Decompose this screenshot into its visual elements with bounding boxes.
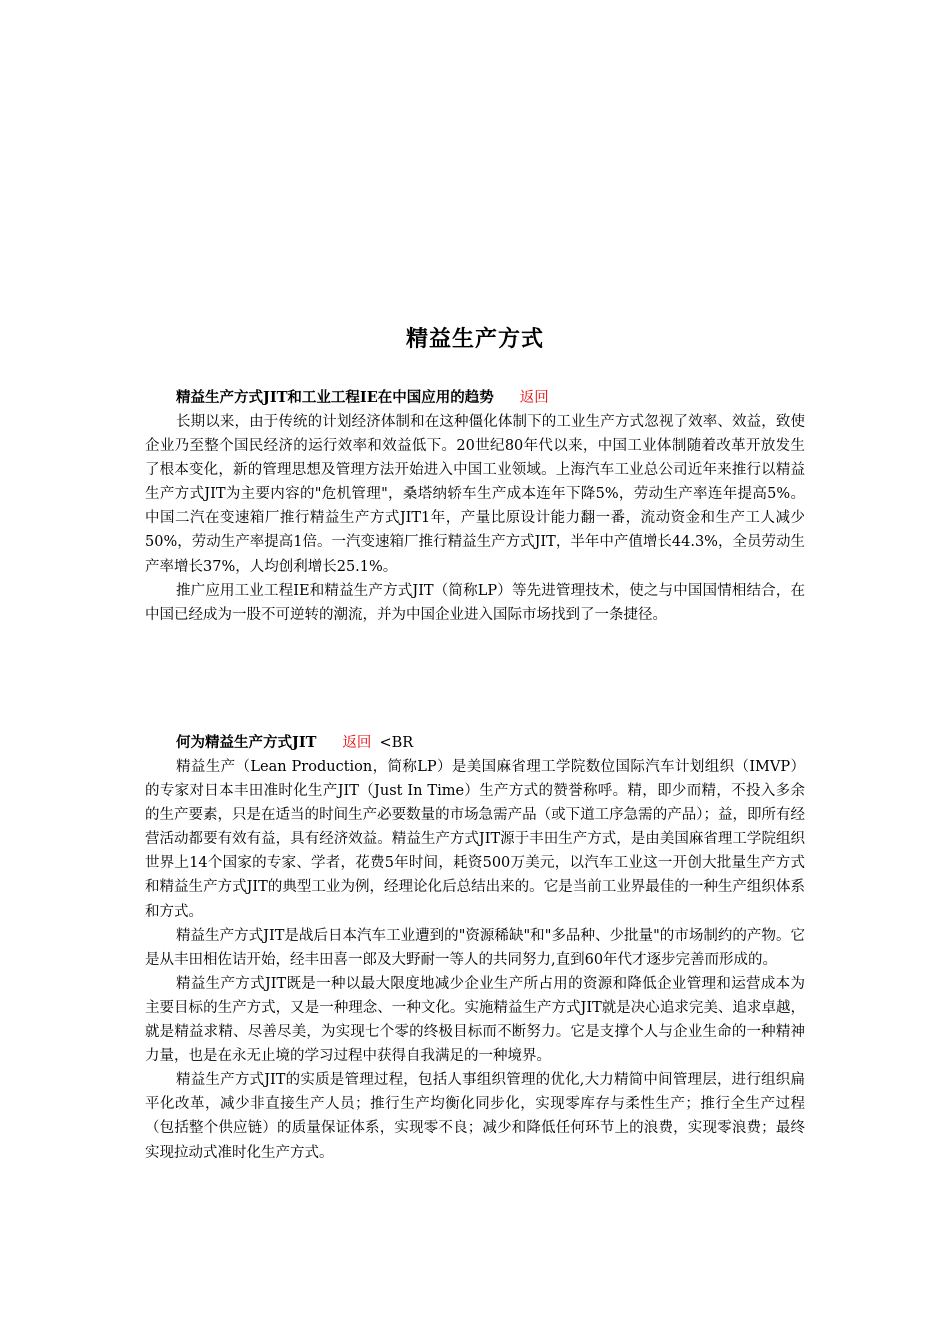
back-link[interactable]: 返回 (519, 390, 549, 406)
paragraph: 精益生产方式JIT既是一种以最大限度地减少企业生产所占用的资源和降低企业管理和运营成本为主要目标的生产方式，又是一种理念、一种文化。实施精益生产方式JIT就是决心追求完美、追求卓越，就是精益求精、尽善尽美，为实现七个零的终极目标而不断努力。它是支撑个人与企业生命的一种精神力量，也是在永无止境的学习过程中获得自我满足的一种境界。 (145, 975, 805, 1065)
page-title: 精益生产方式 (405, 326, 544, 352)
section-what-is-jit (145, 731, 805, 1165)
section-heading (145, 386, 805, 410)
paragraph: 精益生产方式JIT的实质是管理过程，包括人事组织管理的优化,大力精简中间管理层，进行组织扁平化改革，减少非直接生产人员；推行生产均衡化同步化，实现零库存与柔性生产；推行全生产过程（包括整个供应链）的质量保证体系，实现零不良；减少和降低任何环节上的浪费，实现零浪费；最终实现拉动式准时化生产方式。 (145, 1072, 805, 1161)
back-link[interactable]: 返回 (342, 735, 372, 751)
stray-br-tag-text: <BR (379, 735, 414, 751)
paragraph: 精益生产（Lean Production，简称LP）是美国麻省理工学院数位国际汽车计划组织（IMVP）的专家对日本丰田准时化生产JIT（Just In Time）生产方式的赞誉称呼。精，即少而精，不投入多余的生产要素，只是在适当的时间生产必要数量的市场急需产品（或下道工序急需的产品）；益，即所有经营活动都要有效有益，具有经济效益。精益生产方式JIT源于丰田生产方式，是由美国麻省理工学院组织世界上14个国家的专家、学者，花费5年时间，耗资500万美元，以汽车工业这一开创大批量生产方式和精益生产方式JIT的典型工业为例，经理论化后总结出来的。它是当前工业界最佳的一种生产组织体系和方式。 (145, 759, 805, 920)
section-jit-ie-trend (145, 386, 805, 627)
paragraph: 精益生产方式JIT是战后日本汽车工业遭到的"资源稀缺"和"多品种、少批量"的市场制约的产物。它是从丰田相佐诘开始，经丰田喜一郎及大野耐一等人的共同努力,直到60年代才逐步完善而形成的。 (145, 927, 805, 968)
section-heading (145, 731, 805, 755)
section-heading-text: 何为精益生产方式JIT (176, 734, 317, 751)
section-heading-text: 精益生产方式JIT和工业工程IE在中国应用的趋势 (176, 389, 494, 406)
paragraph: 长期以来，由于传统的计划经济体制和在这种僵化体制下的工业生产方式忽视了效率、效益，致使企业乃至整个国民经济的运行效率和效益低下。20世纪80年代以来，中国工业体制随着改革开放发生了根本变化，新的管理思想及管理方法开始进入中国工业领域。上海汽车工业总公司近年来推行以精益生产方式JIT为主要内容的"危机管理"，桑塔纳轿车生产成本连年下降5%，劳动生产率连年提高5%。中国二汽在变速箱厂推行精益生产方式JIT1年，产量比原设计能力翻一番，流动资金和生产工人减少50%，劳动生产率提高1倍。一汽变速箱厂推行精益生产方式JIT，半年中产值增长44.3%，全员劳动生产率增长37%，人均创利增长25.1%。 (145, 414, 805, 575)
paragraph: 推广应用工业工程IE和精益生产方式JIT（简称LP）等先进管理技术，使之与中国国情相结合，在中国已经成为一股不可逆转的潮流，并为中国企业进入国际市场找到了一条捷径。 (145, 582, 805, 623)
